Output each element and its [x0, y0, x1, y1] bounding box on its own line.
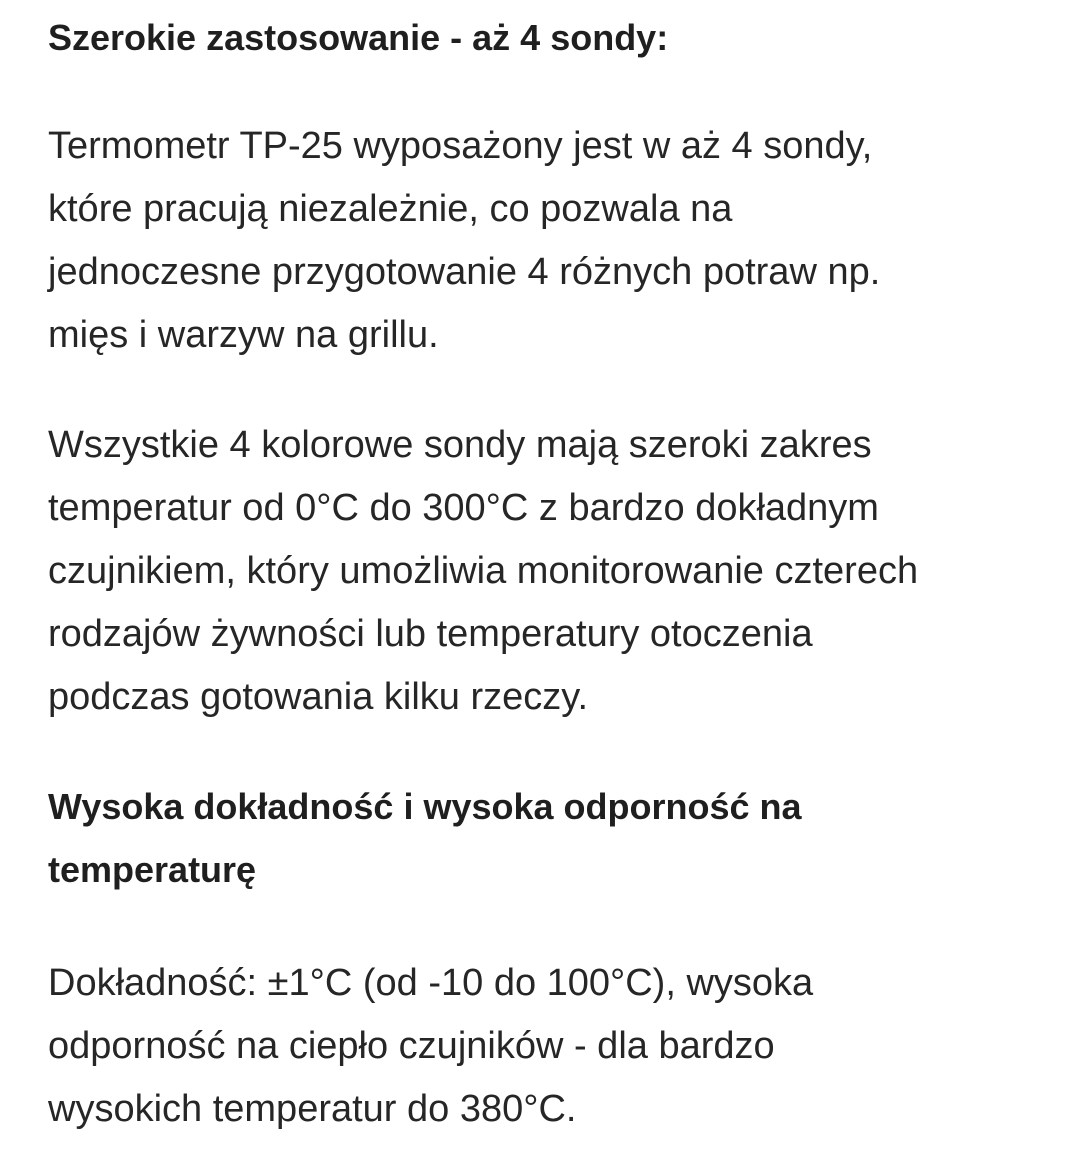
- text-line: Wszystkie 4 kolorowe sondy mają szeroki zakres: [48, 424, 872, 466]
- text-line: które pracują niezależnie, co pozwala na: [48, 188, 733, 230]
- paragraph-temperature-range: [48, 414, 918, 729]
- heading-line: Wysoka dokładność i wysoka odporność na: [48, 786, 802, 827]
- heading-line: temperaturę: [48, 849, 257, 890]
- text-line: wysokich temperatur do 380°C.: [48, 1088, 577, 1130]
- text-line: rodzajów żywności lub temperatury otoczenia: [48, 613, 813, 655]
- section-heading-accuracy: [48, 775, 802, 901]
- text-line: Dokładność: ±1°C (od -10 do 100°C), wysoka: [48, 962, 814, 1004]
- paragraph-four-probes: [48, 115, 880, 367]
- text-line: mięs i warzyw na grillu.: [48, 314, 439, 356]
- heading-line: Szerokie zastosowanie - aż 4 sondy:: [48, 17, 669, 58]
- text-line: Termometr TP-25 wyposażony jest w aż 4 sondy,: [48, 125, 873, 167]
- text-line: jednoczesne przygotowanie 4 różnych potraw np.: [48, 251, 881, 293]
- text-line: czujnikiem, który umożliwia monitorowanie czterech: [48, 550, 919, 592]
- text-line: odporność na ciepło czujników - dla bardzo: [48, 1025, 775, 1067]
- section-heading-wide-use: [48, 6, 668, 69]
- text-line: temperatur od 0°C do 300°C z bardzo dokładnym: [48, 487, 879, 529]
- text-line: podczas gotowania kilku rzeczy.: [48, 676, 588, 718]
- paragraph-accuracy: [48, 952, 813, 1141]
